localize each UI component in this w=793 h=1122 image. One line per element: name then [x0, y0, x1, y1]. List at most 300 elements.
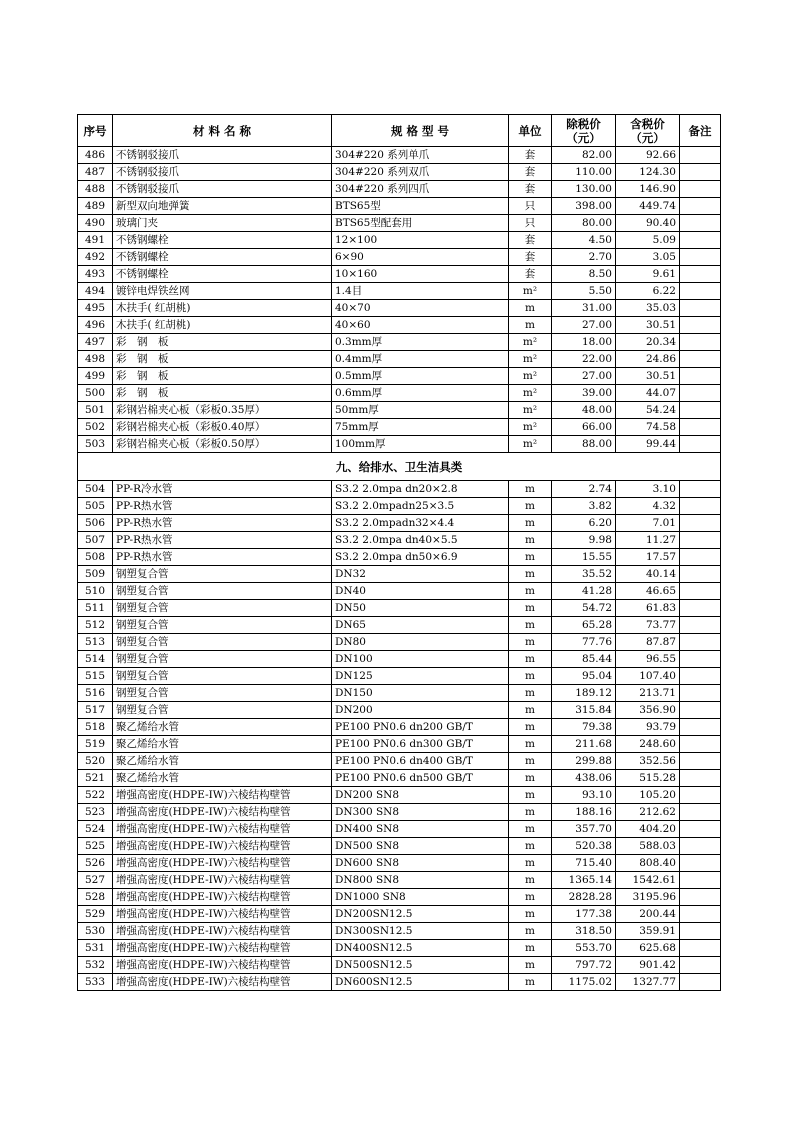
cell-tax: 515.28 — [616, 770, 680, 787]
table-row — [78, 651, 721, 668]
table-body-part-b — [78, 481, 721, 991]
table-row — [78, 419, 721, 436]
table-row — [78, 753, 721, 770]
cell-tax: 4.32 — [616, 498, 680, 515]
cell-spec: DN50 — [332, 600, 509, 617]
cell-pre-tax: 797.72 — [552, 957, 616, 974]
cell-name: 钢塑复合管 — [113, 566, 332, 583]
cell-unit: m — [509, 532, 552, 549]
cell-pre-tax: 110.00 — [552, 164, 616, 181]
table-header-row — [78, 115, 721, 147]
cell-spec: 0.5mm厚 — [332, 368, 509, 385]
cell-pre-tax: 9.98 — [552, 532, 616, 549]
cell-note — [680, 198, 721, 215]
cell-tax: 124.30 — [616, 164, 680, 181]
cell-unit: m² — [509, 283, 552, 300]
cell-pre-tax: 22.00 — [552, 351, 616, 368]
cell-seq: 500 — [78, 385, 113, 402]
cell-spec: DN200SN12.5 — [332, 906, 509, 923]
cell-spec: 50mm厚 — [332, 402, 509, 419]
cell-seq: 508 — [78, 549, 113, 566]
cell-note — [680, 532, 721, 549]
cell-pre-tax: 95.04 — [552, 668, 616, 685]
cell-spec: BTS65型 — [332, 198, 509, 215]
table-row — [78, 736, 721, 753]
cell-seq: 516 — [78, 685, 113, 702]
cell-spec: 75mm厚 — [332, 419, 509, 436]
cell-name: 增强高密度(HDPE-IW)六棱结构壁管 — [113, 940, 332, 957]
cell-spec: DN500 SN8 — [332, 838, 509, 855]
cell-name: 聚乙烯给水管 — [113, 736, 332, 753]
cell-name: 彩 钢 板 — [113, 368, 332, 385]
table-row — [78, 685, 721, 702]
cell-seq: 521 — [78, 770, 113, 787]
cell-unit: m — [509, 515, 552, 532]
cell-unit: m² — [509, 402, 552, 419]
table-row — [78, 283, 721, 300]
cell-unit: m — [509, 685, 552, 702]
cell-tax: 92.66 — [616, 147, 680, 164]
cell-tax: 73.77 — [616, 617, 680, 634]
cell-tax: 20.34 — [616, 334, 680, 351]
cell-note — [680, 549, 721, 566]
table-row — [78, 889, 721, 906]
cell-note — [680, 566, 721, 583]
cell-unit: m — [509, 838, 552, 855]
cell-spec: DN400 SN8 — [332, 821, 509, 838]
cell-pre-tax: 54.72 — [552, 600, 616, 617]
cell-name: 不锈钢驳接爪 — [113, 147, 332, 164]
cell-seq: 519 — [78, 736, 113, 753]
cell-tax: 30.51 — [616, 317, 680, 334]
cell-name: 增强高密度(HDPE-IW)六棱结构壁管 — [113, 923, 332, 940]
cell-tax: 1542.61 — [616, 872, 680, 889]
cell-seq: 489 — [78, 198, 113, 215]
cell-name: 彩钢岩棉夹心板（彩板0.50厚） — [113, 436, 332, 453]
cell-unit: 只 — [509, 215, 552, 232]
cell-seq: 487 — [78, 164, 113, 181]
cell-seq: 510 — [78, 583, 113, 600]
cell-name: 彩 钢 板 — [113, 385, 332, 402]
cell-note — [680, 283, 721, 300]
header-spec: 规 格 型 号 — [332, 115, 509, 147]
cell-seq: 528 — [78, 889, 113, 906]
cell-pre-tax: 27.00 — [552, 317, 616, 334]
cell-unit: m — [509, 549, 552, 566]
cell-note — [680, 736, 721, 753]
table-row — [78, 300, 721, 317]
cell-seq: 490 — [78, 215, 113, 232]
cell-tax: 3.10 — [616, 481, 680, 498]
cell-unit: 套 — [509, 164, 552, 181]
cell-seq: 495 — [78, 300, 113, 317]
header-seq: 序号 — [78, 115, 113, 147]
cell-seq: 525 — [78, 838, 113, 855]
cell-name: 增强高密度(HDPE-IW)六棱结构壁管 — [113, 804, 332, 821]
table-row — [78, 974, 721, 991]
table-row — [78, 147, 721, 164]
cell-pre-tax: 318.50 — [552, 923, 616, 940]
cell-pre-tax: 82.00 — [552, 147, 616, 164]
table-row — [78, 702, 721, 719]
cell-spec: DN600SN12.5 — [332, 974, 509, 991]
cell-name: 木扶手( 红胡桃) — [113, 317, 332, 334]
cell-note — [680, 436, 721, 453]
cell-seq: 527 — [78, 872, 113, 889]
cell-seq: 492 — [78, 249, 113, 266]
cell-note — [680, 481, 721, 498]
table-row — [78, 940, 721, 957]
cell-spec: 304#220 系列四爪 — [332, 181, 509, 198]
cell-tax: 105.20 — [616, 787, 680, 804]
cell-unit: m — [509, 583, 552, 600]
cell-note — [680, 334, 721, 351]
cell-spec: DN300SN12.5 — [332, 923, 509, 940]
cell-note — [680, 181, 721, 198]
cell-seq: 493 — [78, 266, 113, 283]
cell-note — [680, 368, 721, 385]
cell-name: 彩钢岩棉夹心板（彩板0.35厚） — [113, 402, 332, 419]
table-row — [78, 368, 721, 385]
cell-name: 彩 钢 板 — [113, 334, 332, 351]
cell-pre-tax: 93.10 — [552, 787, 616, 804]
cell-seq: 530 — [78, 923, 113, 940]
cell-tax: 93.79 — [616, 719, 680, 736]
cell-name: 不锈钢螺栓 — [113, 266, 332, 283]
cell-note — [680, 515, 721, 532]
header-pre-tax-label: 除税价 — [566, 116, 601, 131]
cell-tax: 46.65 — [616, 583, 680, 600]
cell-unit: m — [509, 957, 552, 974]
cell-note — [680, 821, 721, 838]
cell-spec: 10×160 — [332, 266, 509, 283]
table-row — [78, 957, 721, 974]
cell-name: 增强高密度(HDPE-IW)六棱结构壁管 — [113, 872, 332, 889]
cell-pre-tax: 357.70 — [552, 821, 616, 838]
cell-unit: m — [509, 770, 552, 787]
table-row — [78, 198, 721, 215]
cell-name: 钢塑复合管 — [113, 600, 332, 617]
cell-pre-tax: 41.28 — [552, 583, 616, 600]
header-name: 材 料 名 称 — [113, 115, 332, 147]
cell-seq: 517 — [78, 702, 113, 719]
cell-name: 增强高密度(HDPE-IW)六棱结构壁管 — [113, 821, 332, 838]
cell-seq: 501 — [78, 402, 113, 419]
cell-spec: BTS65型配套用 — [332, 215, 509, 232]
cell-unit: 套 — [509, 232, 552, 249]
cell-spec: 304#220 系列双爪 — [332, 164, 509, 181]
cell-note — [680, 651, 721, 668]
cell-seq: 529 — [78, 906, 113, 923]
cell-tax: 61.83 — [616, 600, 680, 617]
cell-tax: 352.56 — [616, 753, 680, 770]
table-row — [78, 515, 721, 532]
table-row — [78, 583, 721, 600]
cell-name: 增强高密度(HDPE-IW)六棱结构壁管 — [113, 787, 332, 804]
cell-pre-tax: 85.44 — [552, 651, 616, 668]
cell-seq: 504 — [78, 481, 113, 498]
cell-seq: 491 — [78, 232, 113, 249]
cell-note — [680, 402, 721, 419]
cell-pre-tax: 66.00 — [552, 419, 616, 436]
cell-spec: 304#220 系列单爪 — [332, 147, 509, 164]
cell-unit: 套 — [509, 181, 552, 198]
cell-pre-tax: 4.50 — [552, 232, 616, 249]
cell-tax: 808.40 — [616, 855, 680, 872]
cell-name: PP-R热水管 — [113, 515, 332, 532]
cell-spec: 40×70 — [332, 300, 509, 317]
cell-unit: m — [509, 702, 552, 719]
cell-pre-tax: 8.50 — [552, 266, 616, 283]
cell-pre-tax: 6.20 — [552, 515, 616, 532]
cell-seq: 518 — [78, 719, 113, 736]
cell-name: 钢塑复合管 — [113, 668, 332, 685]
cell-spec: PE100 PN0.6 dn300 GB/T — [332, 736, 509, 753]
cell-tax: 44.07 — [616, 385, 680, 402]
cell-pre-tax: 1365.14 — [552, 872, 616, 889]
cell-pre-tax: 398.00 — [552, 198, 616, 215]
cell-unit: m — [509, 889, 552, 906]
cell-spec: DN1000 SN8 — [332, 889, 509, 906]
cell-pre-tax: 77.76 — [552, 634, 616, 651]
cell-tax: 30.51 — [616, 368, 680, 385]
cell-pre-tax: 553.70 — [552, 940, 616, 957]
cell-name: 彩 钢 板 — [113, 351, 332, 368]
cell-unit: 只 — [509, 198, 552, 215]
cell-seq: 526 — [78, 855, 113, 872]
cell-note — [680, 300, 721, 317]
cell-note — [680, 634, 721, 651]
cell-name: 增强高密度(HDPE-IW)六棱结构壁管 — [113, 906, 332, 923]
cell-pre-tax: 35.52 — [552, 566, 616, 583]
cell-name: 玻璃门夹 — [113, 215, 332, 232]
cell-pre-tax: 189.12 — [552, 685, 616, 702]
cell-pre-tax: 88.00 — [552, 436, 616, 453]
cell-note — [680, 838, 721, 855]
cell-seq: 531 — [78, 940, 113, 957]
table-row — [78, 232, 721, 249]
table-row — [78, 617, 721, 634]
cell-tax: 7.01 — [616, 515, 680, 532]
cell-pre-tax: 15.55 — [552, 549, 616, 566]
cell-seq: 523 — [78, 804, 113, 821]
cell-spec: 40×60 — [332, 317, 509, 334]
cell-note — [680, 957, 721, 974]
cell-unit: m — [509, 300, 552, 317]
cell-pre-tax: 3.82 — [552, 498, 616, 515]
cell-note — [680, 164, 721, 181]
table-row — [78, 317, 721, 334]
cell-note — [680, 583, 721, 600]
header-tax-unit: （元） — [630, 130, 665, 145]
cell-tax: 107.40 — [616, 668, 680, 685]
cell-pre-tax: 79.38 — [552, 719, 616, 736]
cell-seq: 512 — [78, 617, 113, 634]
table-row — [78, 770, 721, 787]
cell-seq: 522 — [78, 787, 113, 804]
table-row — [78, 634, 721, 651]
cell-name: 钢塑复合管 — [113, 634, 332, 651]
cell-spec: 0.4mm厚 — [332, 351, 509, 368]
cell-seq: 486 — [78, 147, 113, 164]
cell-unit: m — [509, 634, 552, 651]
cell-pre-tax: 39.00 — [552, 385, 616, 402]
cell-note — [680, 317, 721, 334]
cell-unit: m² — [509, 351, 552, 368]
table-row — [78, 481, 721, 498]
cell-name: 钢塑复合管 — [113, 651, 332, 668]
cell-unit: m — [509, 317, 552, 334]
header-unit: 单位 — [509, 115, 552, 147]
cell-seq: 511 — [78, 600, 113, 617]
cell-note — [680, 855, 721, 872]
cell-note — [680, 249, 721, 266]
cell-unit: m — [509, 906, 552, 923]
material-price-table — [77, 114, 721, 991]
header-tax-label: 含税价 — [630, 116, 665, 131]
cell-unit: m — [509, 855, 552, 872]
cell-unit: m — [509, 617, 552, 634]
cell-tax: 11.27 — [616, 532, 680, 549]
cell-seq: 524 — [78, 821, 113, 838]
cell-unit: m — [509, 651, 552, 668]
table-row — [78, 838, 721, 855]
cell-note — [680, 974, 721, 991]
table-row — [78, 787, 721, 804]
cell-name: 不锈钢驳接爪 — [113, 164, 332, 181]
table-row — [78, 266, 721, 283]
cell-tax: 248.60 — [616, 736, 680, 753]
cell-seq: 498 — [78, 351, 113, 368]
cell-tax: 404.20 — [616, 821, 680, 838]
cell-unit: m — [509, 736, 552, 753]
cell-tax: 87.87 — [616, 634, 680, 651]
cell-spec: PE100 PN0.6 dn200 GB/T — [332, 719, 509, 736]
cell-seq: 502 — [78, 419, 113, 436]
cell-tax: 1327.77 — [616, 974, 680, 991]
cell-tax: 74.58 — [616, 419, 680, 436]
cell-seq: 494 — [78, 283, 113, 300]
table-row — [78, 719, 721, 736]
cell-pre-tax: 130.00 — [552, 181, 616, 198]
table-row — [78, 600, 721, 617]
cell-unit: m — [509, 668, 552, 685]
cell-unit: 套 — [509, 266, 552, 283]
cell-pre-tax: 2.70 — [552, 249, 616, 266]
cell-tax: 3195.96 — [616, 889, 680, 906]
section-title: 九、给排水、卫生洁具类 — [78, 453, 721, 481]
cell-seq: 514 — [78, 651, 113, 668]
table-row — [78, 181, 721, 198]
cell-pre-tax: 715.40 — [552, 855, 616, 872]
cell-pre-tax: 80.00 — [552, 215, 616, 232]
cell-name: 增强高密度(HDPE-IW)六棱结构壁管 — [113, 855, 332, 872]
cell-unit: m² — [509, 368, 552, 385]
cell-pre-tax: 31.00 — [552, 300, 616, 317]
cell-name: 不锈钢螺栓 — [113, 249, 332, 266]
cell-name: 镀锌电焊铁丝网 — [113, 283, 332, 300]
header-tax — [616, 115, 680, 147]
cell-unit: m — [509, 974, 552, 991]
cell-spec: 1.4目 — [332, 283, 509, 300]
table-row — [78, 821, 721, 838]
table-row — [78, 855, 721, 872]
cell-unit: m — [509, 804, 552, 821]
cell-unit: 套 — [509, 249, 552, 266]
cell-unit: 套 — [509, 147, 552, 164]
cell-name: 增强高密度(HDPE-IW)六棱结构壁管 — [113, 838, 332, 855]
cell-pre-tax: 299.88 — [552, 753, 616, 770]
cell-tax: 901.42 — [616, 957, 680, 974]
cell-note — [680, 668, 721, 685]
cell-unit: m — [509, 498, 552, 515]
table-row — [78, 566, 721, 583]
cell-tax: 35.03 — [616, 300, 680, 317]
cell-seq: 505 — [78, 498, 113, 515]
cell-unit: m — [509, 923, 552, 940]
cell-unit: m — [509, 600, 552, 617]
table-row — [78, 804, 721, 821]
header-pre-tax — [552, 115, 616, 147]
cell-tax: 625.68 — [616, 940, 680, 957]
cell-name: PP-R热水管 — [113, 498, 332, 515]
cell-name: 钢塑复合管 — [113, 702, 332, 719]
cell-note — [680, 889, 721, 906]
cell-seq: 532 — [78, 957, 113, 974]
cell-spec: 100mm厚 — [332, 436, 509, 453]
cell-unit: m — [509, 481, 552, 498]
cell-note — [680, 940, 721, 957]
cell-name: 钢塑复合管 — [113, 583, 332, 600]
table-row — [78, 498, 721, 515]
cell-spec: S3.2 2.0mpa dn20×2.8 — [332, 481, 509, 498]
cell-name: 增强高密度(HDPE-IW)六棱结构壁管 — [113, 889, 332, 906]
cell-note — [680, 617, 721, 634]
cell-tax: 359.91 — [616, 923, 680, 940]
cell-note — [680, 600, 721, 617]
cell-note — [680, 232, 721, 249]
cell-name: 钢塑复合管 — [113, 685, 332, 702]
cell-unit: m² — [509, 436, 552, 453]
table-row — [78, 334, 721, 351]
cell-tax: 24.86 — [616, 351, 680, 368]
cell-name: 钢塑复合管 — [113, 617, 332, 634]
cell-name: PP-R冷水管 — [113, 481, 332, 498]
cell-unit: m — [509, 753, 552, 770]
cell-seq: 515 — [78, 668, 113, 685]
cell-tax: 9.61 — [616, 266, 680, 283]
cell-name: PP-R热水管 — [113, 549, 332, 566]
cell-unit: m² — [509, 419, 552, 436]
table-row — [78, 436, 721, 453]
cell-seq: 488 — [78, 181, 113, 198]
cell-spec: 0.6mm厚 — [332, 385, 509, 402]
cell-spec: S3.2 2.0mpadn25×3.5 — [332, 498, 509, 515]
cell-unit: m — [509, 787, 552, 804]
cell-spec: DN100 — [332, 651, 509, 668]
table-row — [78, 351, 721, 368]
cell-tax: 588.03 — [616, 838, 680, 855]
cell-note — [680, 498, 721, 515]
table-row — [78, 215, 721, 232]
cell-pre-tax: 2.74 — [552, 481, 616, 498]
cell-tax: 146.90 — [616, 181, 680, 198]
cell-note — [680, 266, 721, 283]
cell-tax: 99.44 — [616, 436, 680, 453]
table-row — [78, 668, 721, 685]
cell-spec: 6×90 — [332, 249, 509, 266]
cell-note — [680, 685, 721, 702]
